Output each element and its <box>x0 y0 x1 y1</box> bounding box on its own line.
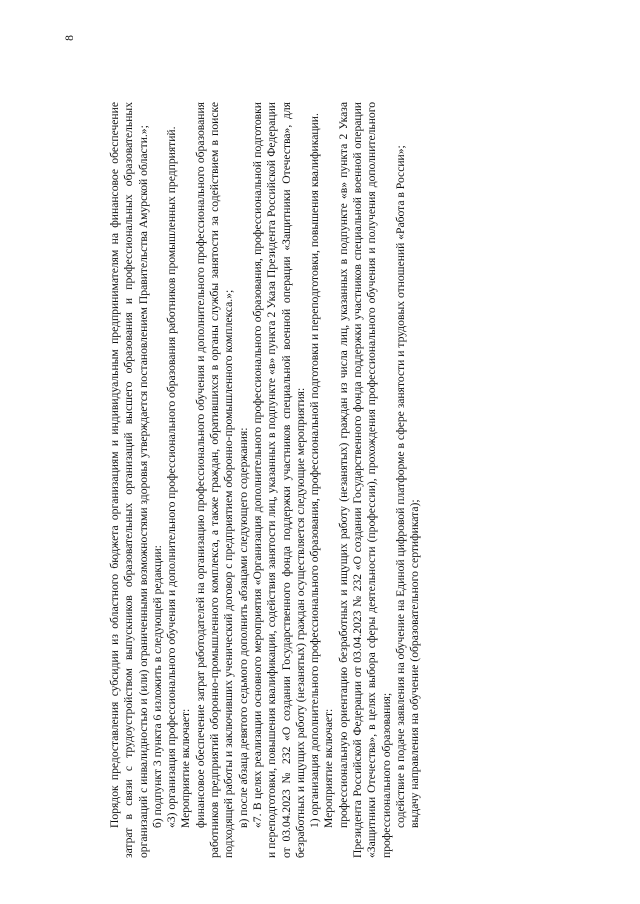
paragraph-11: содействие в подаче заявления на обучение на Единой цифровой платформе в сфере занятости и трудовых отношений «Работа в России»; <box>393 145 407 828</box>
rotated-text-block <box>63 35 528 858</box>
paragraph-8: 1) организация дополнительного профессионального образования, профессиональной подготовки и переподготовки, повышения квалификации. <box>308 113 322 828</box>
paragraph-1: Порядок предоставления субсидии из областного бюджета организациям и индивидуальным предпринимателям на финансовое обеспечение затрат в связи с трудоустройством выпускников образовательных организаций высшего образования и профессиональных образовательных организаций с инвалидностью и (или) ограниченными возможностями здоровья утверждается постановлением Правительства Амурской области.»; <box>108 102 150 858</box>
paragraph-4: Мероприятие включает: <box>179 708 193 828</box>
paragraph-9: Мероприятие включает: <box>322 708 336 828</box>
paragraph-12: выдачу направления на обучение (образовательного сертификата); <box>408 499 422 828</box>
paragraph-10: профессиональную ориентацию безработных и ищущих работу (незанятых) граждан из числа лиц, указанных в подпункте «в» пункта 2 Указа Президента Российской Федерации от 03.04.2023 № 232 «О создании Государственного фонда поддержки участников специальной военной операции «Защитники Отечества», в целях выбора сферы деятельности (профессии), прохождения профессионального обучения и получения дополнительного профессионального образования; <box>336 102 393 858</box>
paragraph-2: б) подпункт 3 пункта 6 изложить в следующей редакции: <box>150 545 164 828</box>
paragraph-3: «3) организация профессионального обучения и дополнительного профессионального образования работников промышленных предприятий. <box>165 126 179 828</box>
paragraph-7: «7. В целях реализации основного мероприятия «Организация дополнительного профессионального образования, профессиональной подготовки и переподготовки, повышения квалификации, содействия занятости лиц, указанных в подпункте «в» пункта 2 Указа Президента Российской Федерации от 03.04.2023 № 232 «О создании Государственного фонда поддержки участников специальной военной операции «Защитники Отечества», для безработных и ищущих работу (незанятых) граждан осуществляется следующие мероприятия: <box>250 102 307 858</box>
paragraph-5: финансовое обеспечение затрат работодателей на организацию профессионального обучения и дополнительного профессионального образования работников предприятий оборонно-промышленного комплекса, а также граждан, обратившихся в органы службы занятости за содействием в поиске подходящей работы и заключивших ученический договор с предприятием оборонно-промышленного комплекса.»; <box>193 102 236 858</box>
paragraph-6: в) после абзаца девятого седьмого дополнить абзацами следующего содержания: <box>236 427 250 828</box>
page-number: 8 <box>63 35 76 41</box>
